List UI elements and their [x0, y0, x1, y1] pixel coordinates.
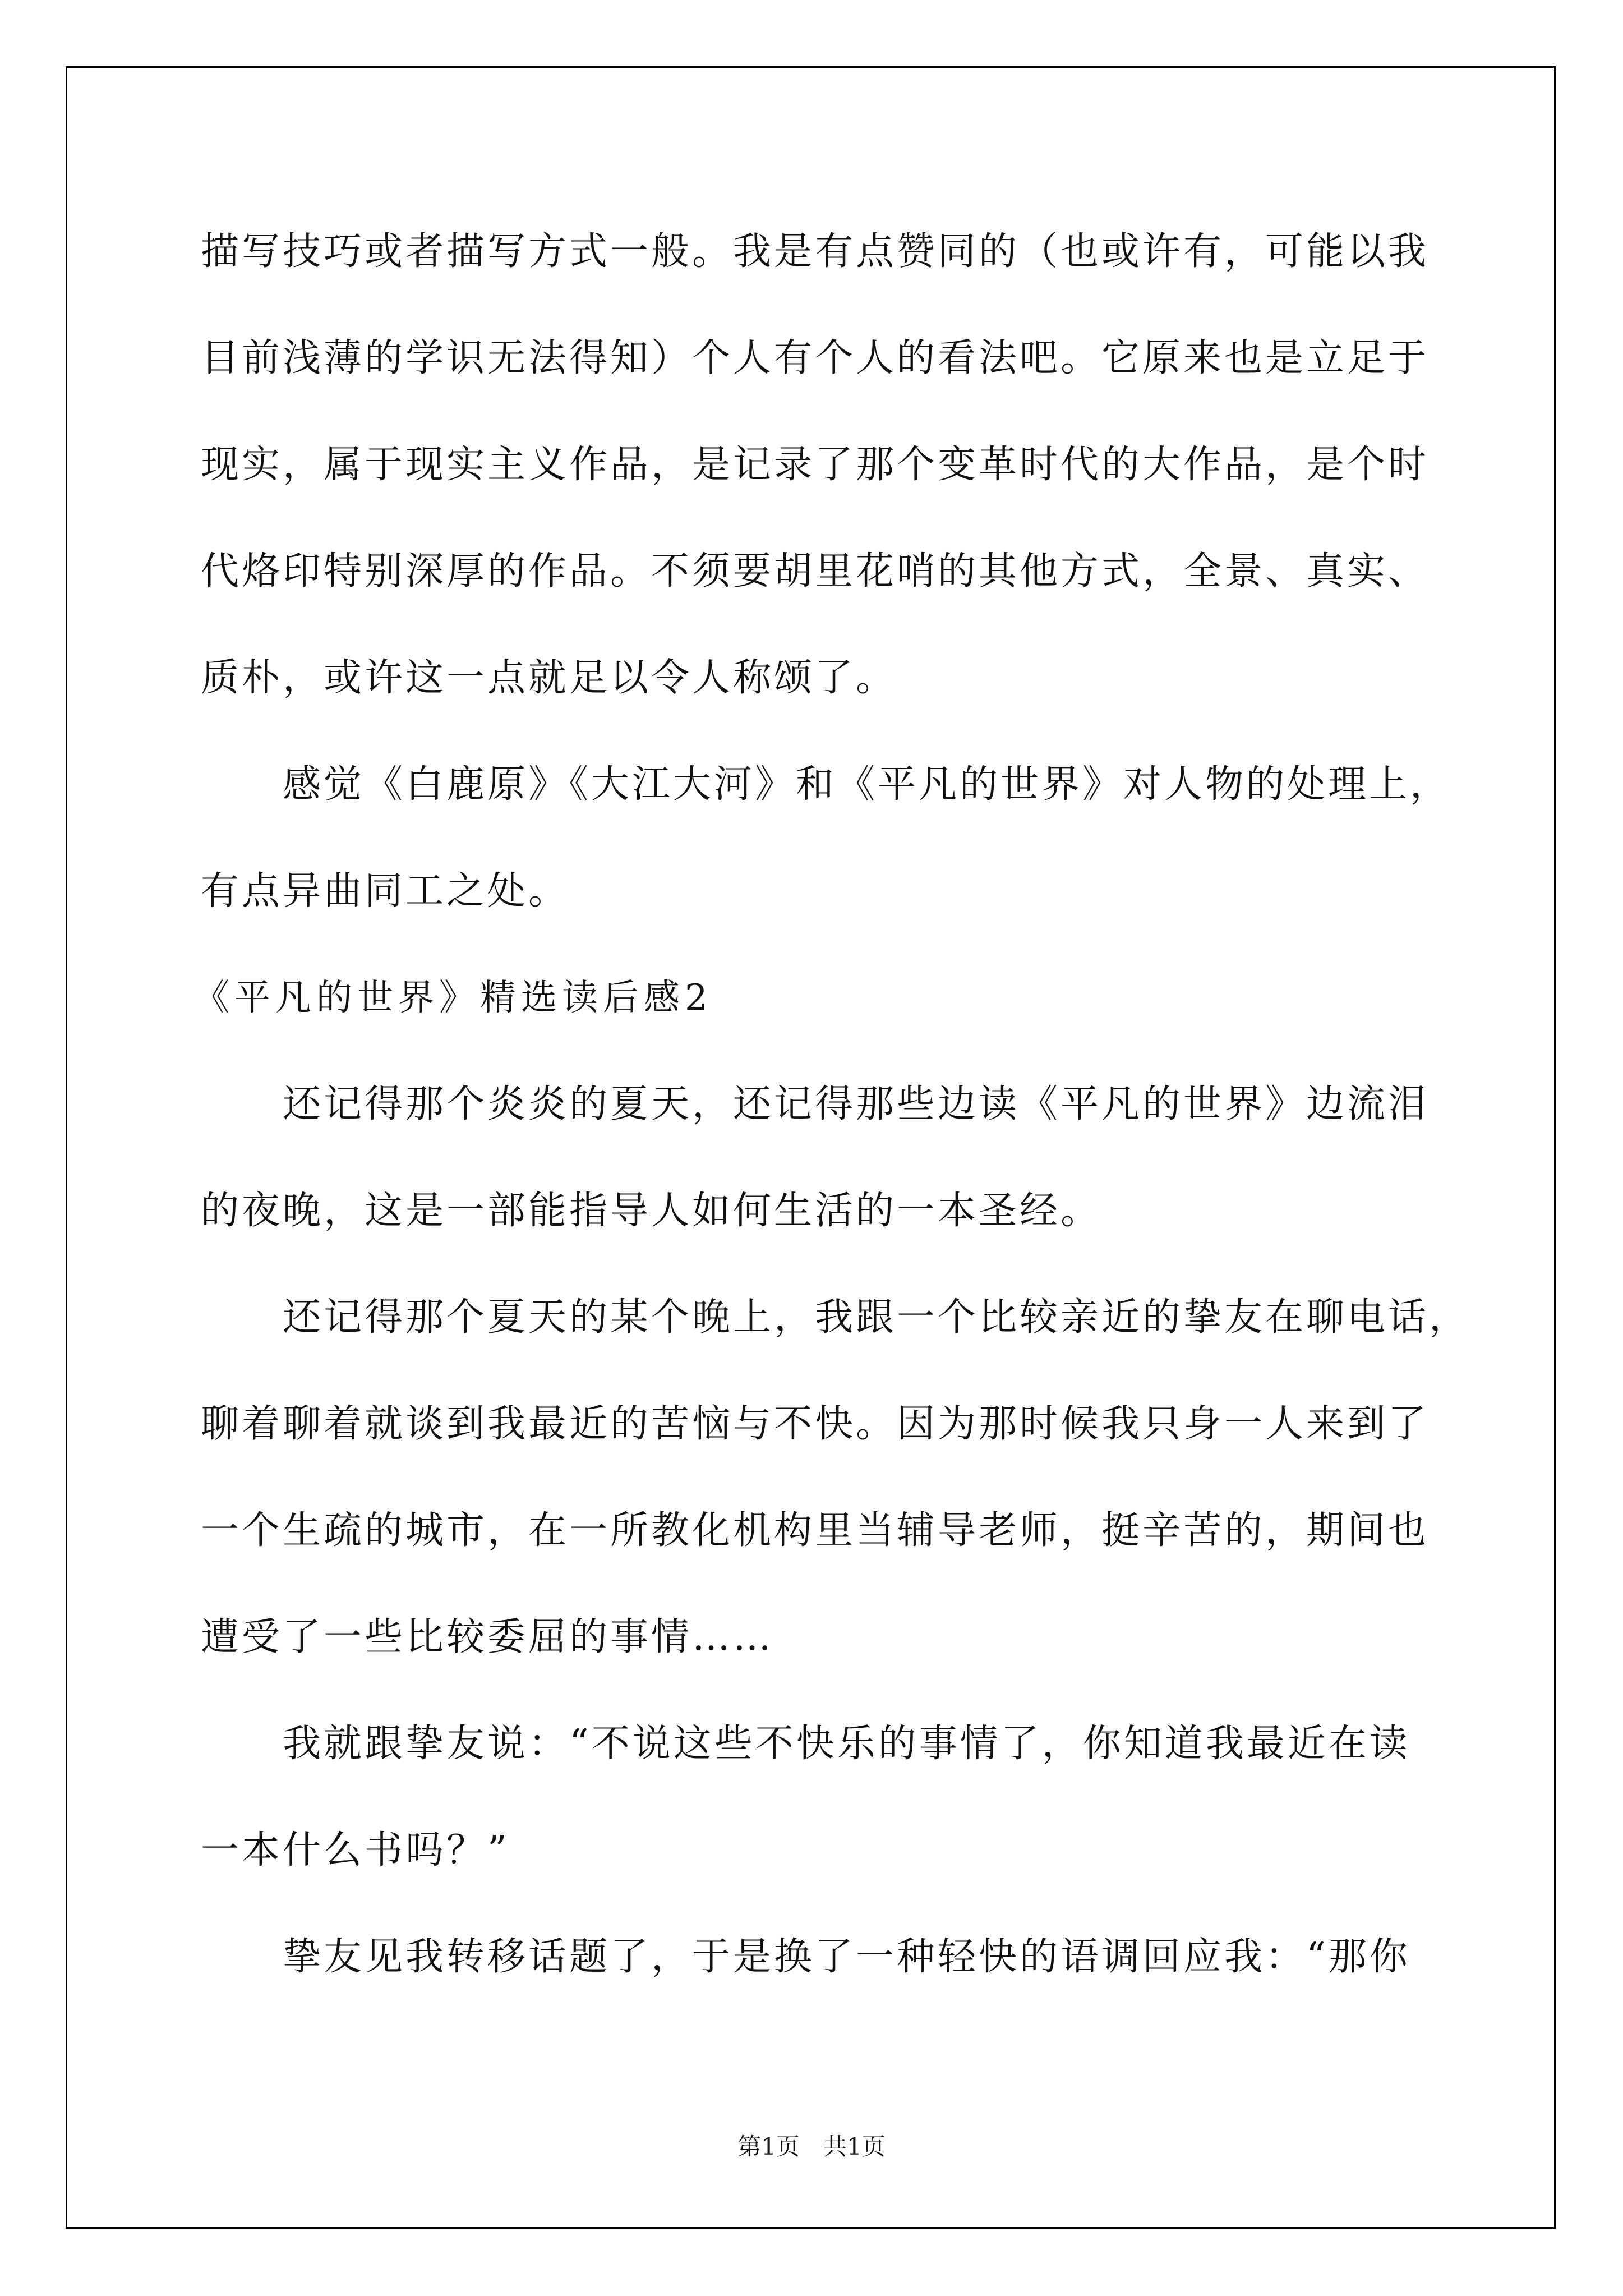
paragraph — [201, 1904, 1536, 2010]
paragraph — [201, 1691, 1536, 1904]
paragraph — [201, 1264, 1536, 1691]
paragraph — [201, 199, 1536, 731]
paragraph-line: 还记得那个炎炎的夏天，还记得那些边读《平凡的世界》边流泪 — [283, 1082, 1430, 1126]
paragraph-line: 挚友见我转移话题了，于是换了一种轻快的语调回应我：“那你 — [283, 1935, 1410, 1979]
section-heading: 《平凡的世界》精选读后感2 — [193, 977, 713, 1019]
page-footer: 第1页 共1页 — [737, 2133, 886, 2160]
paragraph-line: 一个生疏的城市，在一所教化机构里当辅导老师，挺辛苦的，期间也 — [201, 1508, 1430, 1553]
paragraph-line: 现实，属于现实主义作品，是记录了那个变革时代的大作品，是个时 — [201, 443, 1430, 487]
paragraph-line: 描写技巧或者描写方式一般。我是有点赞同的（也或许有，可能以我 — [201, 229, 1430, 274]
paragraph-line: 的夜晚，这是一部能指导人如何生活的一本圣经。 — [201, 1189, 1102, 1233]
paragraph-line: 我就跟挚友说：“不说这些不快乐的事情了，你知道我最近在读 — [283, 1722, 1410, 1766]
paragraph — [201, 1051, 1536, 1264]
paragraph-line: 质朴，或许这一点就足以令人称颂了。 — [201, 656, 897, 700]
body-text — [193, 199, 1536, 2010]
paragraph-line: 有点异曲同工之处。 — [201, 869, 570, 913]
paragraph-line: 聊着聊着就谈到我最近的苦恼与不快。因为那时候我只身一人来到了 — [201, 1402, 1430, 1446]
paragraph-line: 目前浅薄的学识无法得知）个人有个人的看法吧。它原来也是立足于 — [201, 336, 1430, 380]
paragraph-line: 一本什么书吗？” — [201, 1828, 510, 1872]
paragraph-line: 代烙印特别深厚的作品。不须要胡里花哨的其他方式，全景、真实、 — [201, 549, 1430, 593]
paragraph-line: 遭受了一些比较委屈的事情…… — [201, 1615, 774, 1659]
paragraph-line: 感觉《白鹿原》《大江大河》和《平凡的世界》对人物的处理上， — [283, 762, 1451, 807]
paragraph — [201, 731, 1536, 945]
paragraph-line: 还记得那个夏天的某个晚上，我跟一个比较亲近的挚友在聊电话， — [283, 1295, 1470, 1340]
